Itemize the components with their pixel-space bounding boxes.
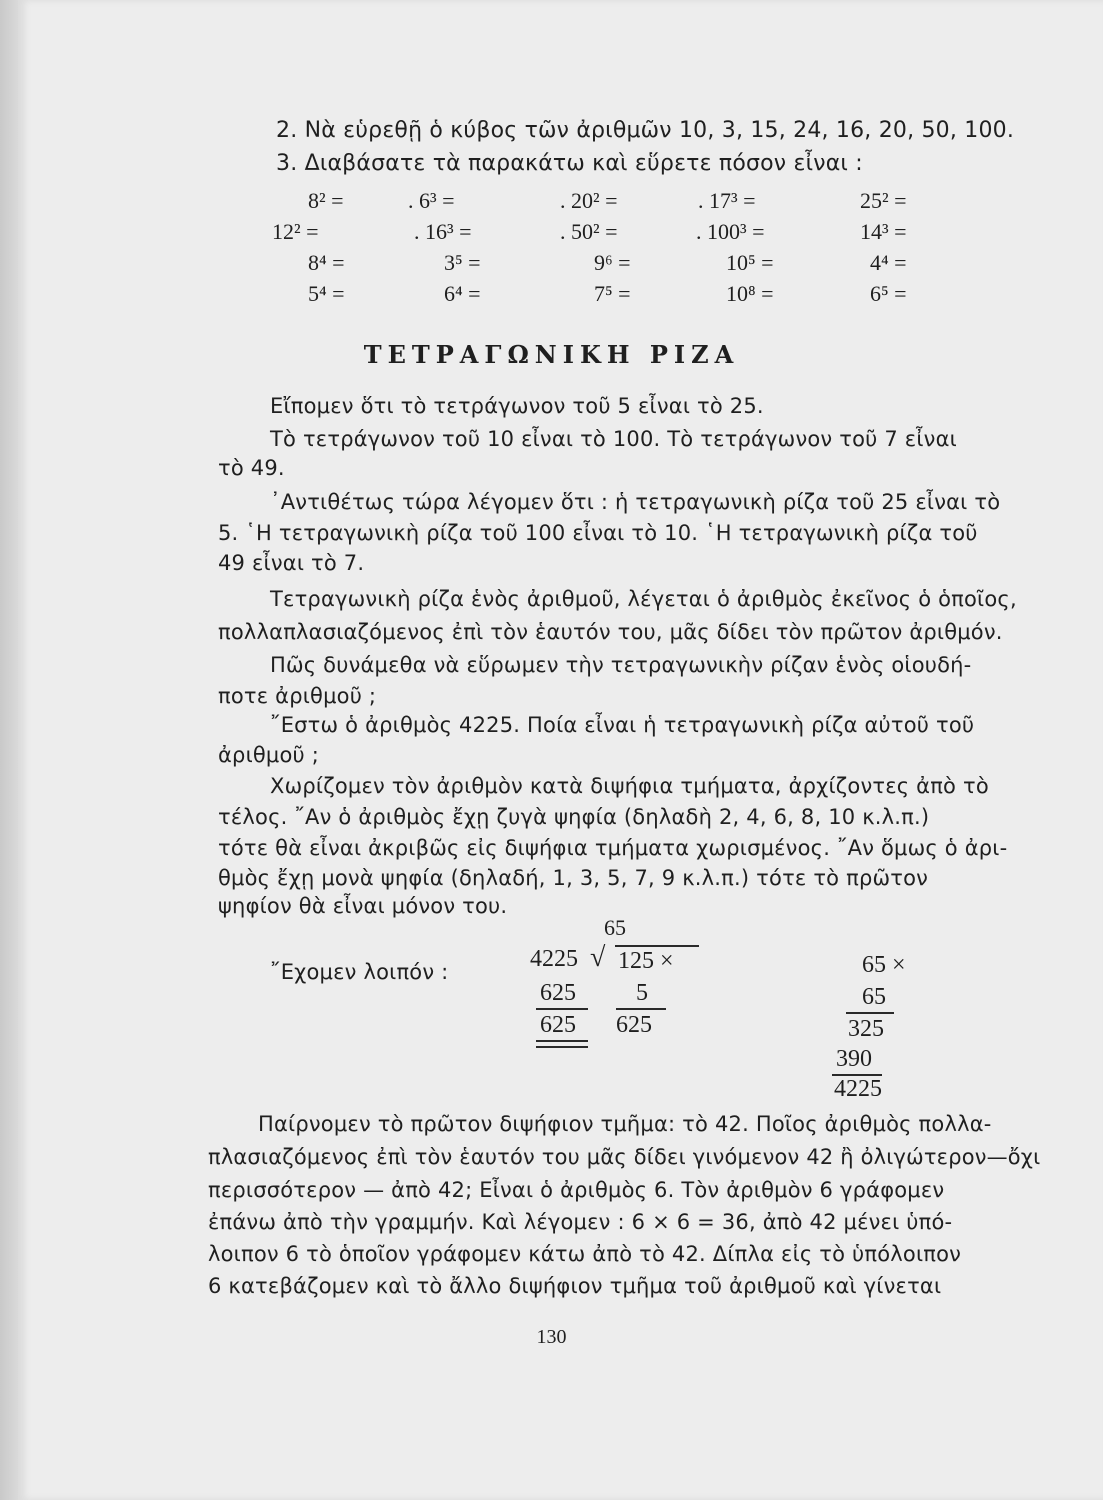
check-row: 325 (848, 1016, 884, 1042)
body-line: πολλαπλασιαζόμενος ἐπὶ τὸν ἑαυτόν του, μᾶς δίδει τὸν πρῶτον ἀριθμόν. (218, 620, 1003, 644)
calc-mid-row: 125 × (618, 948, 674, 974)
radical-sign: √ (590, 942, 606, 973)
body-line: ψηφίον θὰ εἶναι μόνον του. (218, 894, 508, 918)
body-line: τέλος. ῎Αν ὁ ἀριθμὸς ἔχῃ ζυγὰ ψηφία (δηλαδὴ 2, 4, 6, 8, 10 κ.λ.π.) (218, 805, 930, 829)
calc-rule (616, 1008, 666, 1010)
powers-row (278, 188, 958, 219)
power-cell: 4⁴ = (870, 250, 907, 275)
power-cell: 14³ = (860, 219, 907, 244)
power-cell: 6⁵ = (870, 281, 907, 306)
power-cell: 8² = (308, 188, 344, 213)
body-line: τὸ 49. (218, 456, 285, 480)
body-line: 5. ῾Η τετραγωνικὴ ρίζα τοῦ 100 εἶναι τὸ 10. ῾Η τετραγωνικὴ ρίζα τοῦ (218, 521, 978, 545)
page-binding-edge (0, 0, 18, 1500)
body-line: 6 κατεβάζομεν καὶ τὸ ἄλλο διψήφιον τμῆμα τοῦ ἀριθμοῦ καὶ γίνεται (208, 1274, 942, 1298)
calc-left-row: 625 (540, 1012, 576, 1038)
power-cell: 10⁵ = (726, 250, 774, 275)
body-line: Εἴπομεν ὅτι τὸ τετράγωνον τοῦ 5 εἶναι τὸ 25. (270, 394, 764, 418)
body-line: Πῶς δυνάμεθα νὰ εὕρωμεν τὴν τετραγωνικὴν ρίζαν ἑνὸς οἱουδή- (270, 653, 972, 677)
calc-rule (536, 1046, 588, 1048)
calc-mid-row: 625 (616, 1012, 652, 1038)
section-title: ΤΕΤΡΑΓΩΝΙΚΗ ΡΙΖΑ (363, 340, 740, 369)
check-row: 4225 (834, 1076, 882, 1102)
body-line: ἀριθμοῦ ; (218, 743, 320, 767)
exercise-2: 2. Νὰ εὑρεθῇ ὁ κύβος τῶν ἀριθμῶν 10, 3, 15, 24, 16, 20, 50, 100. (276, 118, 1015, 143)
body-line: πλασιαζόμενος ἐπὶ τὸν ἑαυτόν του μᾶς δίδει γινόμενον 42 ἢ ὀλιγώτερον—ὄχι (208, 1145, 1041, 1169)
powers-row (272, 219, 958, 250)
calc-label: ῎Εχομεν λοιπόν : (270, 960, 449, 984)
power-cell: 8⁴ = (308, 250, 345, 275)
page-number: 130 (536, 1326, 567, 1348)
power-cell: . 17³ = (698, 188, 756, 213)
calc-left-row: 625 (540, 980, 576, 1006)
exercise-3: 3. Διαβάσατε τὰ παρακάτω καὶ εὕρετε πόσον εἶναι : (276, 151, 863, 176)
calc-root-bar (615, 945, 699, 947)
power-cell: . 100³ = (696, 219, 765, 244)
power-cell: . 16³ = (414, 219, 472, 244)
power-cell: 12² = (272, 219, 319, 244)
power-cell: 3⁵ = (444, 250, 481, 275)
calc-rule (536, 1008, 588, 1010)
power-cell: 5⁴ = (308, 281, 345, 306)
power-cell: 10⁸ = (726, 281, 774, 306)
calc-rule (536, 1040, 588, 1042)
powers-table (272, 188, 958, 312)
body-line: Χωρίζομεν τὸν ἀριθμὸν κατὰ διψήφια τμήματα, ἀρχίζοντες ἀπὸ τὸ (270, 774, 989, 798)
body-line: τότε θὰ εἶναι ἀκριβῶς εἰς διψήφια τμήματα χωρισμένος. ῎Αν ὅμως ὁ ἀρι- (218, 836, 1008, 860)
power-cell: 25² = (860, 188, 907, 213)
body-line: περισσότερον — ἀπὸ 42; Εἶναι ὁ ἀριθμὸς 6. Τὸν ἀριθμὸν 6 γράφομεν (208, 1178, 945, 1202)
body-line: λοιπον 6 τὸ ὁποῖον γράφομεν κάτω ἀπὸ τὸ 42. Δίπλα εἰς τὸ ὑπόλοιπον (208, 1242, 962, 1266)
check-row: 65 × (862, 952, 906, 978)
calc-root-result: 65 (604, 915, 626, 940)
body-line: ποτε ἀριθμοῦ ; (218, 684, 377, 708)
power-cell: 7⁵ = (594, 281, 631, 306)
body-line: 49 εἶναι τὸ 7. (218, 551, 365, 575)
power-cell: . 20² = (560, 188, 618, 213)
power-cell: . 6³ = (408, 188, 455, 213)
power-cell: 9⁶ = (594, 250, 631, 275)
body-line: Τετραγωνικὴ ρίζα ἑνὸς ἀριθμοῦ, λέγεται ὁ ἀριθμὸς ἐκεῖνος ὁ ὁποῖος, (270, 587, 1017, 611)
body-line: Τὸ τετράγωνον τοῦ 10 εἶναι τὸ 100. Τὸ τετράγωνον τοῦ 7 εἶναι (270, 427, 957, 451)
body-line: Παίρνομεν τὸ πρῶτον διψήφιον τμῆμα: τὸ 42. Ποῖος ἀριθμὸς πολλα- (258, 1112, 992, 1136)
calc-rule (846, 1012, 894, 1014)
body-line: ᾿Αντιθέτως τώρα λέγομεν ὅτι : ἡ τετραγωνικὴ ρίζα τοῦ 25 εἶναι τὸ (270, 490, 1001, 514)
powers-row (278, 281, 958, 312)
power-cell: . 50² = (560, 219, 618, 244)
check-row: 65 (862, 984, 886, 1010)
powers-row (278, 250, 958, 281)
body-line: ῎Εστω ὁ ἀριθμὸς 4225. Ποία εἶναι ἡ τετραγωνικὴ ρίζα αὐτοῦ τοῦ (270, 713, 975, 737)
calc-dividend: 4225 (530, 946, 578, 972)
calc-mid-row: 5 (636, 980, 648, 1006)
body-line: ἐπάνω ἀπὸ τὴν γραμμήν. Καὶ λέγομεν : 6 × 6 = 36, ἀπὸ 42 μένει ὑπό- (208, 1210, 953, 1234)
body-line: θμὸς ἔχῃ μονὰ ψηφία (δηλαδή, 1, 3, 5, 7, 9 κ.λ.π.) τότε τὸ πρῶτον (218, 866, 929, 890)
power-cell: 6⁴ = (444, 281, 481, 306)
check-row: 390 (836, 1046, 872, 1072)
